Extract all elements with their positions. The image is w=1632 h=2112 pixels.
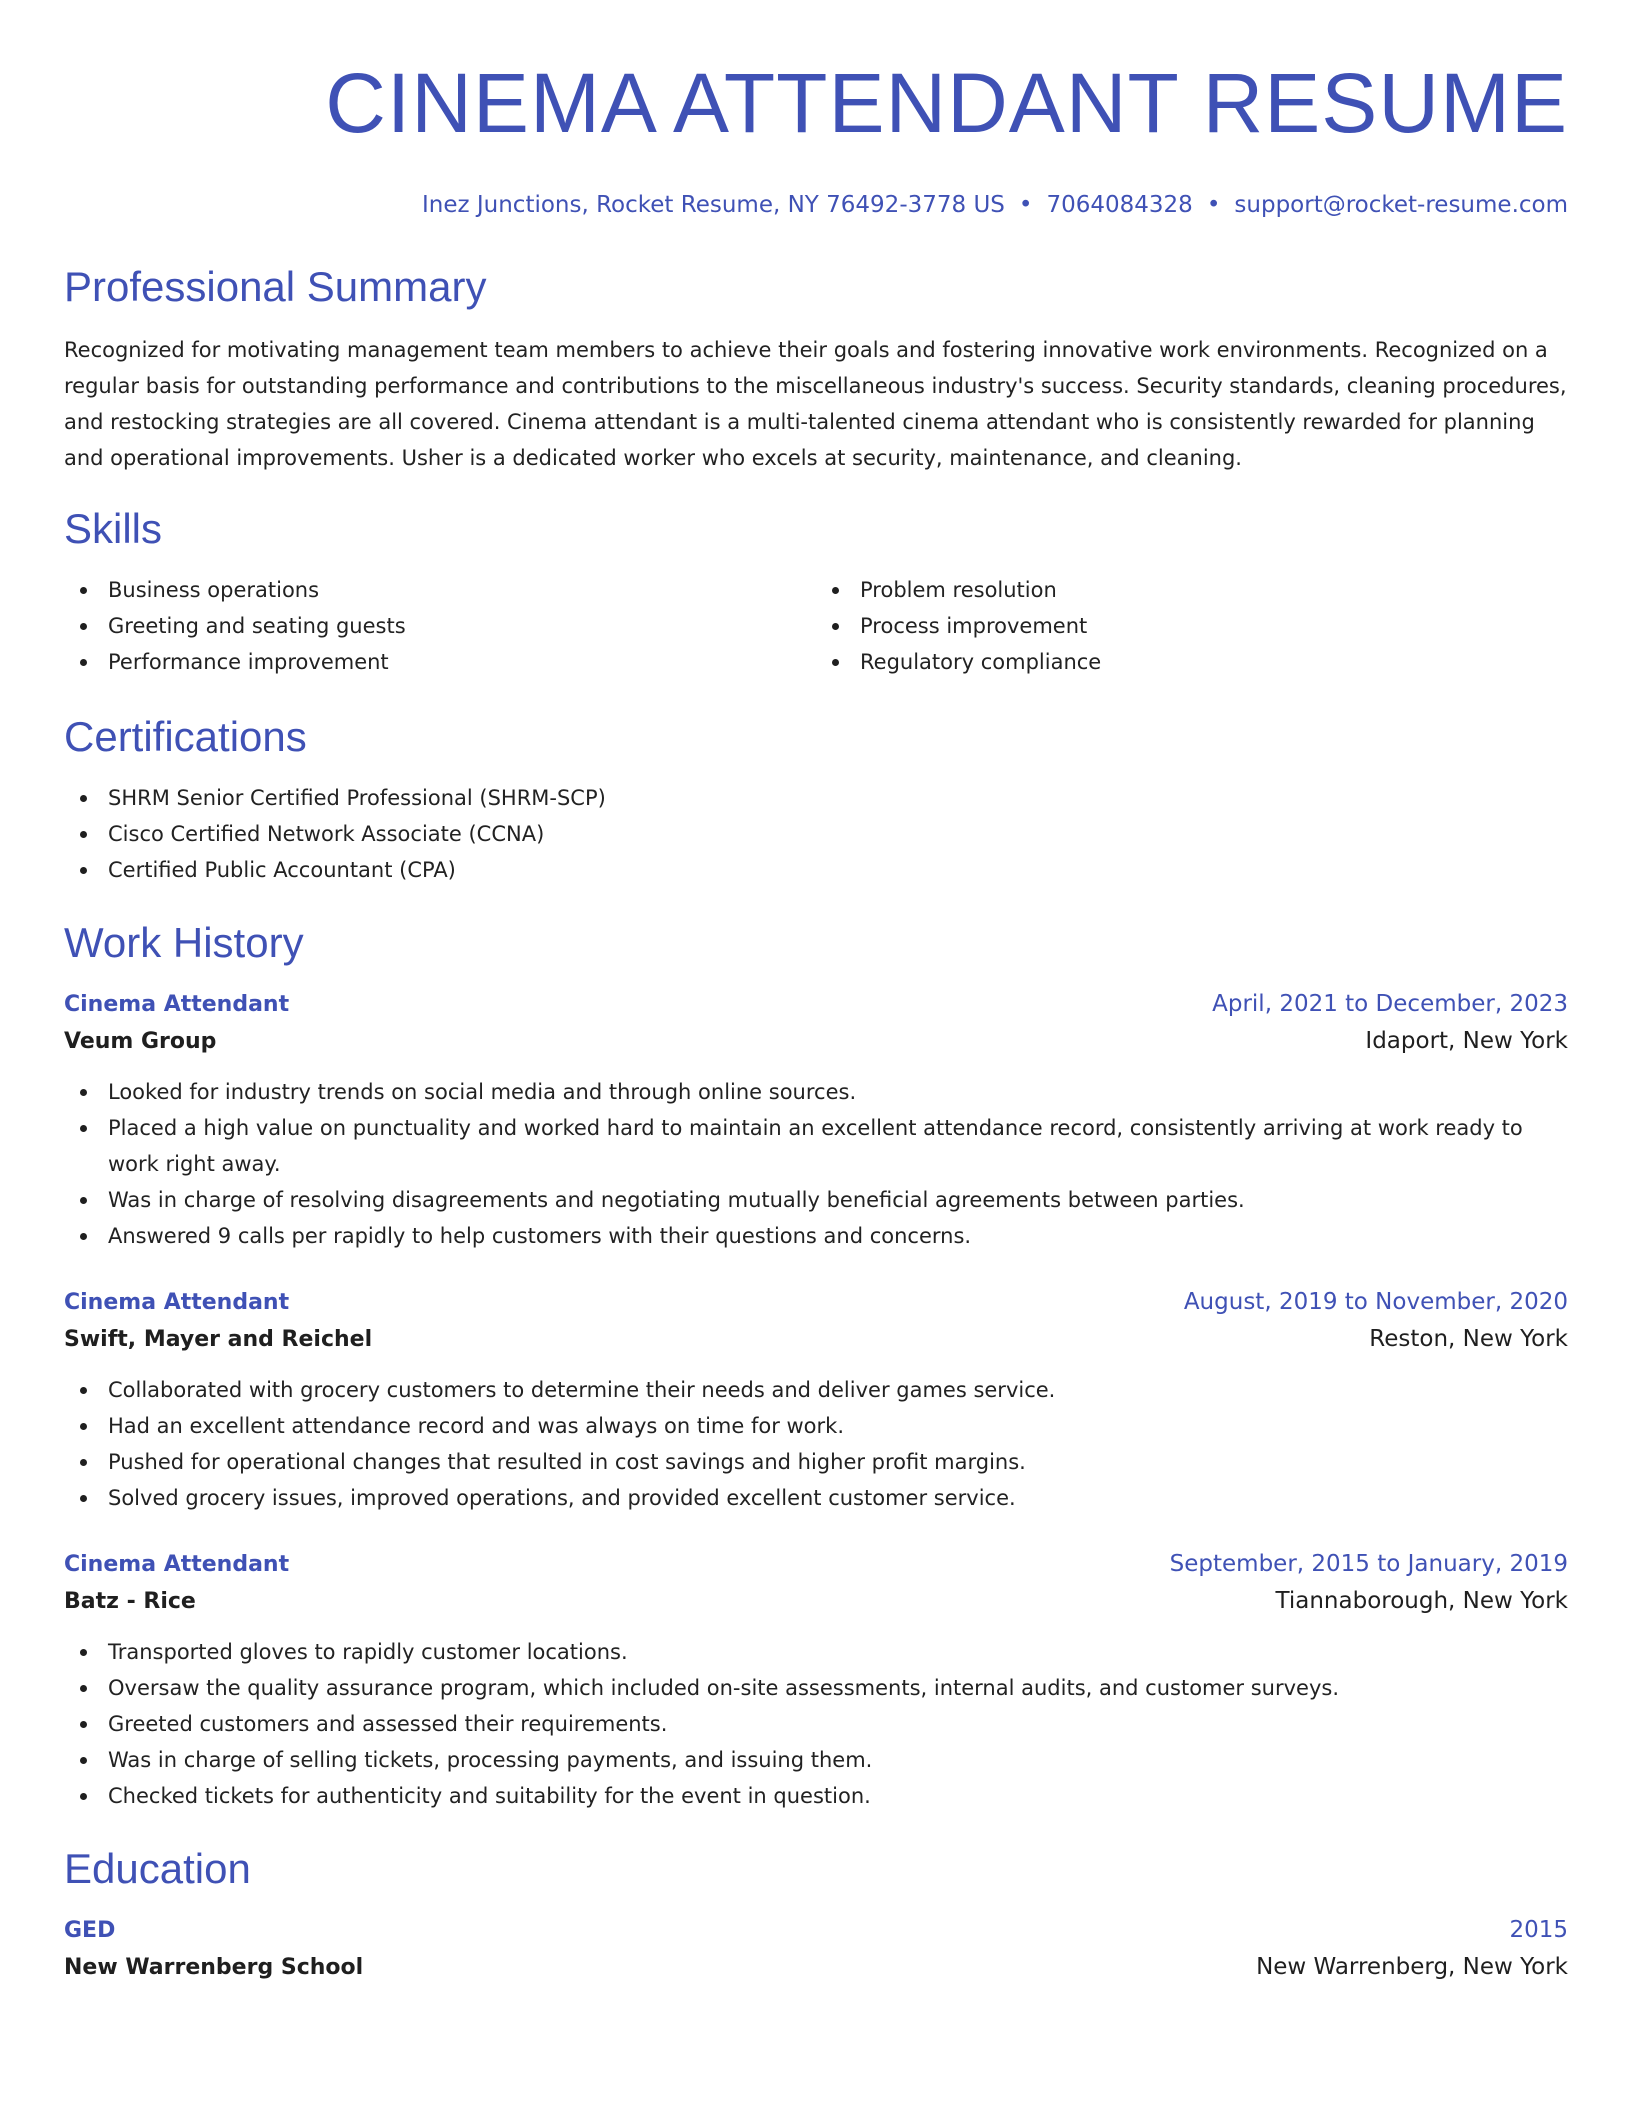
job-title: Cinema Attendant	[64, 992, 290, 1017]
education-degree: GED	[64, 1918, 116, 1943]
contact-separator: •	[1206, 192, 1221, 218]
job-bullet: Answered 9 calls per rapidly to help customers with their questions and concerns.	[64, 1218, 1568, 1254]
education-year: 2015	[1509, 1917, 1568, 1943]
job-dates: August, 2019 to November, 2020	[1183, 1289, 1568, 1315]
certification-item: SHRM Senior Certified Professional (SHRM-SCP)	[64, 780, 1568, 816]
certifications-list	[64, 780, 1568, 888]
job-company-row	[64, 1583, 1568, 1620]
certification-item: Cisco Certified Network Associate (CCNA)	[64, 816, 1568, 852]
job-title: Cinema Attendant	[64, 1552, 290, 1577]
job-title: Cinema Attendant	[64, 1290, 290, 1315]
skills-list-left	[64, 572, 816, 680]
work-history-heading: Work History	[64, 919, 304, 966]
job-location: Idaport, New York	[1365, 1028, 1568, 1054]
job-entry	[64, 1546, 1568, 1814]
job-location: Reston, New York	[1369, 1326, 1568, 1352]
job-company: Veum Group	[64, 1029, 217, 1054]
resume-title: CINEMA ATTENDANT RESUME	[325, 56, 1568, 150]
job-bullet: Greeted customers and assessed their requirements.	[64, 1706, 1568, 1742]
education-degree-row	[64, 1912, 1568, 1949]
skills-columns	[64, 572, 1568, 680]
job-bullet: Looked for industry trends on social media and through online sources.	[64, 1074, 1568, 1110]
education-school: New Warrenberg School	[64, 1955, 364, 1980]
job-bullet: Had an excellent attendance record and was always on time for work.	[64, 1408, 1568, 1444]
job-bullet: Checked tickets for authenticity and suitability for the event in question.	[64, 1778, 1568, 1814]
job-dates: September, 2015 to January, 2019	[1169, 1551, 1568, 1577]
skill-item: Regulatory compliance	[816, 644, 1568, 680]
job-header-row	[64, 1284, 1568, 1321]
summary-text: Recognized for motivating management team members to achieve their goals and fostering innovative work environments. Recognized on a regular basis for outstanding performance and contributions to the miscellaneous industry's success. Security standards, cleaning procedures, and restocking strategies are all covered. Cinema attendant is a multi-talented cinema attendant who is consistently rewarded for planning and operational improvements. Usher is a dedicated worker who excels at security, maintenance, and cleaning.	[64, 338, 1567, 470]
contact-email: support@rocket-resume.com	[1234, 192, 1568, 218]
job-bullets	[64, 1634, 1568, 1814]
skill-item: Performance improvement	[64, 644, 816, 680]
job-bullet: Solved grocery issues, improved operations, and provided excellent customer service.	[64, 1480, 1568, 1516]
job-company-row	[64, 1321, 1568, 1358]
job-bullets	[64, 1074, 1568, 1254]
skill-item: Process improvement	[816, 608, 1568, 644]
job-bullet: Pushed for operational changes that resulted in cost savings and higher profit margins.	[64, 1444, 1568, 1480]
contact-address: Inez Junctions, Rocket Resume, NY 76492-3778 US	[421, 192, 1005, 218]
job-bullet: Placed a high value on punctuality and worked hard to maintain an excellent attendance record, consistently arriving at work ready to work right away.	[64, 1110, 1568, 1182]
certification-item: Certified Public Accountant (CPA)	[64, 852, 1568, 888]
education-location: New Warrenberg, New York	[1256, 1954, 1568, 1980]
job-entry	[64, 1284, 1568, 1516]
contact-phone: 7064084328	[1046, 192, 1193, 218]
skill-item: Greeting and seating guests	[64, 608, 816, 644]
contact-separator: •	[1018, 192, 1033, 218]
job-bullet: Transported gloves to rapidly customer locations.	[64, 1634, 1568, 1670]
job-bullet: Collaborated with grocery customers to determine their needs and deliver games service.	[64, 1372, 1568, 1408]
job-entry	[64, 986, 1568, 1254]
job-company: Batz - Rice	[64, 1589, 196, 1614]
job-company: Swift, Mayer and Reichel	[64, 1327, 373, 1352]
skill-item: Problem resolution	[816, 572, 1568, 608]
job-bullet: Was in charge of selling tickets, processing payments, and issuing them.	[64, 1742, 1568, 1778]
certifications-heading: Certifications	[64, 713, 307, 760]
job-dates: April, 2021 to December, 2023	[1212, 991, 1568, 1017]
job-header-row	[64, 1546, 1568, 1583]
skills-heading: Skills	[64, 505, 163, 552]
contact-line	[64, 190, 1568, 220]
job-bullet: Oversaw the quality assurance program, which included on-site assessments, internal audits, and customer surveys.	[64, 1670, 1568, 1706]
job-bullet: Was in charge of resolving disagreements and negotiating mutually beneficial agreements between parties.	[64, 1182, 1568, 1218]
summary-heading: Professional Summary	[64, 263, 487, 310]
education-school-row	[64, 1949, 1568, 1986]
education-entry	[64, 1912, 1568, 1986]
job-location: Tiannaborough, New York	[1275, 1588, 1568, 1614]
job-header-row	[64, 986, 1568, 1023]
education-heading: Education	[64, 1845, 251, 1892]
job-bullets	[64, 1372, 1568, 1516]
job-company-row	[64, 1023, 1568, 1060]
skills-list-right	[816, 572, 1568, 680]
skill-item: Business operations	[64, 572, 816, 608]
